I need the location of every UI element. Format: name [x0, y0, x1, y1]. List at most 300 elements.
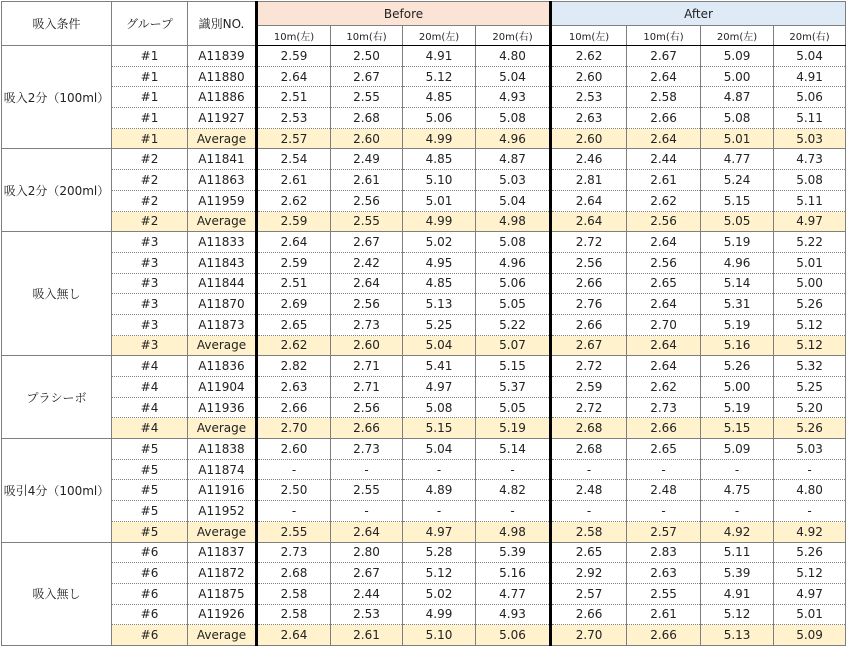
table-row: [2, 149, 846, 170]
value-cell-after-10m-right: 2.73: [627, 397, 701, 418]
value-cell-after-20m-left: 5.13: [701, 625, 774, 646]
value-cell-after-20m-right: 4.97: [774, 211, 846, 232]
value-cell-before-20m-right: 5.08: [476, 108, 551, 129]
table-row: [2, 46, 846, 67]
value-cell-after-20m-right: 5.09: [774, 625, 846, 646]
id-cell: A11880: [188, 66, 257, 87]
subheader-after-20m-right: 20m(右): [774, 26, 846, 46]
value-cell-before-10m-left: 2.54: [257, 149, 331, 170]
value-cell-after-20m-right: 5.26: [774, 542, 846, 563]
group-cell: #5: [112, 439, 188, 460]
value-cell-before-20m-right: 5.03: [476, 170, 551, 191]
value-cell-after-10m-right: -: [627, 459, 701, 480]
group-cell: #1: [112, 46, 188, 67]
value-cell-before-20m-right: 4.96: [476, 128, 551, 149]
group-cell: #5: [112, 480, 188, 501]
group-cell: #1: [112, 128, 188, 149]
value-cell-before-10m-right: 2.67: [331, 66, 403, 87]
value-cell-after-10m-left: 2.59: [551, 377, 627, 398]
value-cell-after-10m-right: 2.66: [627, 625, 701, 646]
value-cell-after-10m-left: 2.63: [551, 108, 627, 129]
table-row: [2, 604, 846, 625]
value-cell-after-10m-right: 2.62: [627, 377, 701, 398]
value-cell-after-20m-right: 5.22: [774, 232, 846, 253]
value-cell-after-20m-right: 5.03: [774, 439, 846, 460]
value-cell-before-20m-right: 5.04: [476, 66, 551, 87]
header-after: After: [551, 2, 846, 26]
value-cell-after-20m-right: 5.03: [774, 128, 846, 149]
table-row: [2, 439, 846, 460]
value-cell-before-20m-right: 4.98: [476, 521, 551, 542]
value-cell-after-10m-left: 2.64: [551, 190, 627, 211]
table-row: [2, 170, 846, 191]
value-cell-after-10m-left: 2.66: [551, 273, 627, 294]
value-cell-before-10m-left: 2.62: [257, 190, 331, 211]
value-cell-after-20m-left: 5.08: [701, 108, 774, 129]
id-cell: A11841: [188, 149, 257, 170]
group-cell: #2: [112, 170, 188, 191]
value-cell-before-20m-right: 5.05: [476, 294, 551, 315]
value-cell-after-20m-right: 5.01: [774, 604, 846, 625]
value-cell-after-10m-left: 2.72: [551, 232, 627, 253]
value-cell-after-20m-left: 5.00: [701, 66, 774, 87]
value-cell-after-10m-right: 2.64: [627, 356, 701, 377]
group-cell: #2: [112, 211, 188, 232]
value-cell-before-20m-left: 5.02: [403, 232, 476, 253]
value-cell-before-10m-right: 2.42: [331, 252, 403, 273]
value-cell-after-20m-left: 5.39: [701, 563, 774, 584]
value-cell-after-10m-left: 2.72: [551, 397, 627, 418]
value-cell-after-10m-left: 2.81: [551, 170, 627, 191]
value-cell-after-10m-right: 2.48: [627, 480, 701, 501]
value-cell-before-20m-right: 4.80: [476, 46, 551, 67]
group-cell: #2: [112, 149, 188, 170]
value-cell-after-10m-left: 2.65: [551, 542, 627, 563]
value-cell-before-10m-left: 2.58: [257, 604, 331, 625]
value-cell-before-20m-left: -: [403, 459, 476, 480]
subheader-after-10m-left: 10m(左): [551, 26, 627, 46]
value-cell-before-20m-left: 5.01: [403, 190, 476, 211]
group-cell: #5: [112, 521, 188, 542]
value-cell-after-20m-left: 5.19: [701, 232, 774, 253]
id-cell: A11874: [188, 459, 257, 480]
value-cell-after-20m-left: 5.05: [701, 211, 774, 232]
value-cell-before-10m-left: 2.60: [257, 439, 331, 460]
value-cell-after-10m-right: 2.83: [627, 542, 701, 563]
value-cell-after-10m-right: 2.64: [627, 335, 701, 356]
value-cell-before-10m-left: 2.59: [257, 211, 331, 232]
value-cell-before-10m-right: 2.67: [331, 232, 403, 253]
id-cell: A11872: [188, 563, 257, 584]
value-cell-after-20m-left: 5.12: [701, 604, 774, 625]
table-row: [2, 232, 846, 253]
id-cell: A11952: [188, 501, 257, 522]
value-cell-after-20m-left: 5.26: [701, 356, 774, 377]
value-cell-after-10m-left: 2.62: [551, 46, 627, 67]
value-cell-after-10m-right: 2.61: [627, 170, 701, 191]
id-cell: A11836: [188, 356, 257, 377]
value-cell-before-10m-right: 2.64: [331, 521, 403, 542]
value-cell-before-20m-right: -: [476, 501, 551, 522]
table-row: [2, 108, 846, 129]
value-cell-before-10m-left: 2.64: [257, 232, 331, 253]
value-cell-before-20m-right: -: [476, 459, 551, 480]
table-row: [2, 397, 846, 418]
value-cell-before-10m-right: 2.67: [331, 563, 403, 584]
id-cell: Average: [188, 418, 257, 439]
subheader-before-10m-left: 10m(左): [257, 26, 331, 46]
group-cell: #1: [112, 108, 188, 129]
value-cell-before-20m-left: 4.91: [403, 46, 476, 67]
value-cell-before-20m-left: 4.85: [403, 87, 476, 108]
value-cell-before-10m-right: 2.55: [331, 480, 403, 501]
value-cell-before-10m-right: 2.53: [331, 604, 403, 625]
value-cell-before-20m-left: 5.10: [403, 625, 476, 646]
condition-cell: プラシーボ: [2, 356, 112, 439]
value-cell-after-10m-left: 2.70: [551, 625, 627, 646]
value-cell-before-20m-right: 5.04: [476, 190, 551, 211]
value-cell-before-20m-left: 4.99: [403, 128, 476, 149]
condition-cell: 吸引4分（100ml）: [2, 439, 112, 542]
value-cell-after-20m-left: 4.77: [701, 149, 774, 170]
value-cell-after-20m-left: 5.16: [701, 335, 774, 356]
value-cell-after-10m-right: 2.65: [627, 439, 701, 460]
value-cell-before-20m-left: 5.04: [403, 335, 476, 356]
value-cell-before-10m-right: 2.80: [331, 542, 403, 563]
value-cell-before-10m-right: 2.55: [331, 87, 403, 108]
value-cell-after-20m-left: 5.19: [701, 397, 774, 418]
value-cell-before-10m-left: 2.64: [257, 66, 331, 87]
value-cell-before-10m-left: 2.82: [257, 356, 331, 377]
value-cell-after-10m-left: 2.60: [551, 128, 627, 149]
value-cell-after-20m-left: 5.09: [701, 439, 774, 460]
value-cell-after-10m-right: 2.55: [627, 583, 701, 604]
value-cell-after-10m-right: 2.64: [627, 66, 701, 87]
header-group: グループ: [112, 2, 188, 46]
condition-cell: 吸入2分（200ml）: [2, 149, 112, 232]
value-cell-before-10m-left: 2.58: [257, 583, 331, 604]
value-cell-after-20m-left: 5.09: [701, 46, 774, 67]
value-cell-after-20m-left: 4.87: [701, 87, 774, 108]
id-cell: A11870: [188, 294, 257, 315]
id-cell: A11843: [188, 252, 257, 273]
value-cell-before-20m-left: 4.99: [403, 211, 476, 232]
value-cell-before-10m-left: 2.51: [257, 87, 331, 108]
group-cell: #1: [112, 66, 188, 87]
average-row: [2, 418, 846, 439]
value-cell-before-10m-right: 2.49: [331, 149, 403, 170]
value-cell-after-10m-right: 2.70: [627, 314, 701, 335]
value-cell-before-10m-left: 2.53: [257, 108, 331, 129]
value-cell-before-20m-right: 5.14: [476, 439, 551, 460]
value-cell-before-10m-left: 2.59: [257, 46, 331, 67]
value-cell-after-20m-right: 5.12: [774, 335, 846, 356]
value-cell-after-20m-left: 4.91: [701, 583, 774, 604]
value-cell-after-10m-right: 2.57: [627, 521, 701, 542]
value-cell-after-10m-left: 2.60: [551, 66, 627, 87]
value-cell-before-20m-right: 4.93: [476, 87, 551, 108]
value-cell-before-10m-right: 2.73: [331, 314, 403, 335]
value-cell-before-20m-left: 4.99: [403, 604, 476, 625]
group-cell: #6: [112, 583, 188, 604]
value-cell-after-20m-right: -: [774, 459, 846, 480]
subheader-after-20m-left: 20m(左): [701, 26, 774, 46]
value-cell-after-20m-right: 5.00: [774, 273, 846, 294]
value-cell-after-20m-right: 5.11: [774, 108, 846, 129]
average-row: [2, 625, 846, 646]
group-cell: #3: [112, 232, 188, 253]
table-row: [2, 294, 846, 315]
value-cell-before-20m-right: 4.82: [476, 480, 551, 501]
group-cell: #3: [112, 273, 188, 294]
id-cell: A11916: [188, 480, 257, 501]
value-cell-after-20m-right: 5.01: [774, 252, 846, 273]
value-cell-before-20m-left: 5.02: [403, 583, 476, 604]
value-cell-before-10m-right: -: [331, 501, 403, 522]
value-cell-before-10m-right: 2.60: [331, 335, 403, 356]
id-cell: A11959: [188, 190, 257, 211]
id-cell: Average: [188, 128, 257, 149]
value-cell-after-20m-right: 5.20: [774, 397, 846, 418]
value-cell-after-20m-right: 4.73: [774, 149, 846, 170]
id-cell: A11863: [188, 170, 257, 191]
id-cell: Average: [188, 211, 257, 232]
value-cell-after-20m-left: 4.96: [701, 252, 774, 273]
table-row: [2, 501, 846, 522]
value-cell-after-10m-right: 2.56: [627, 252, 701, 273]
value-cell-after-20m-left: 5.00: [701, 377, 774, 398]
table-row: [2, 273, 846, 294]
value-cell-after-20m-right: 4.97: [774, 583, 846, 604]
value-cell-after-10m-left: 2.68: [551, 439, 627, 460]
value-cell-before-20m-right: 5.37: [476, 377, 551, 398]
value-cell-before-10m-left: 2.50: [257, 480, 331, 501]
value-cell-before-10m-left: 2.65: [257, 314, 331, 335]
value-cell-after-10m-right: 2.63: [627, 563, 701, 584]
value-cell-before-20m-left: 5.04: [403, 439, 476, 460]
value-cell-after-20m-right: 4.80: [774, 480, 846, 501]
value-cell-after-20m-left: 5.19: [701, 314, 774, 335]
value-cell-after-20m-left: 5.24: [701, 170, 774, 191]
group-cell: #6: [112, 604, 188, 625]
value-cell-after-20m-left: -: [701, 501, 774, 522]
value-cell-before-20m-right: 5.06: [476, 625, 551, 646]
value-cell-before-10m-left: 2.57: [257, 128, 331, 149]
value-cell-before-20m-right: 4.96: [476, 252, 551, 273]
value-cell-before-10m-left: 2.70: [257, 418, 331, 439]
group-cell: #1: [112, 87, 188, 108]
value-cell-before-20m-right: 5.16: [476, 563, 551, 584]
value-cell-after-10m-right: 2.56: [627, 211, 701, 232]
average-row: [2, 128, 846, 149]
value-cell-before-20m-left: 5.12: [403, 66, 476, 87]
value-cell-before-20m-right: 4.87: [476, 149, 551, 170]
value-cell-after-10m-left: 2.46: [551, 149, 627, 170]
value-cell-before-20m-left: 5.13: [403, 294, 476, 315]
header-id: 識別NO.: [188, 2, 257, 46]
group-cell: #4: [112, 377, 188, 398]
value-cell-before-20m-left: 5.10: [403, 170, 476, 191]
value-cell-after-20m-right: 5.06: [774, 87, 846, 108]
value-cell-before-20m-right: 5.19: [476, 418, 551, 439]
value-cell-before-10m-right: 2.71: [331, 356, 403, 377]
average-row: [2, 335, 846, 356]
id-cell: A11839: [188, 46, 257, 67]
value-cell-before-20m-right: 5.15: [476, 356, 551, 377]
value-cell-after-20m-right: -: [774, 501, 846, 522]
id-cell: A11837: [188, 542, 257, 563]
table-row: [2, 356, 846, 377]
value-cell-before-20m-left: 5.12: [403, 563, 476, 584]
value-cell-before-10m-left: 2.61: [257, 170, 331, 191]
value-cell-before-10m-left: 2.59: [257, 252, 331, 273]
value-cell-before-10m-left: 2.68: [257, 563, 331, 584]
value-cell-before-10m-left: 2.55: [257, 521, 331, 542]
id-cell: A11844: [188, 273, 257, 294]
value-cell-before-20m-right: 5.22: [476, 314, 551, 335]
table-row: [2, 252, 846, 273]
group-cell: #6: [112, 563, 188, 584]
value-cell-before-10m-right: 2.60: [331, 128, 403, 149]
group-cell: #4: [112, 356, 188, 377]
value-cell-after-10m-right: 2.66: [627, 108, 701, 129]
value-cell-before-10m-right: 2.56: [331, 190, 403, 211]
table-row: [2, 87, 846, 108]
value-cell-after-10m-left: 2.64: [551, 211, 627, 232]
value-cell-after-20m-right: 4.91: [774, 66, 846, 87]
table-row: [2, 66, 846, 87]
group-cell: #3: [112, 335, 188, 356]
header-before: Before: [257, 2, 551, 26]
value-cell-after-10m-left: 2.56: [551, 252, 627, 273]
value-cell-after-10m-right: 2.64: [627, 128, 701, 149]
value-cell-after-10m-right: 2.64: [627, 294, 701, 315]
value-cell-after-10m-right: 2.64: [627, 232, 701, 253]
value-cell-after-10m-right: -: [627, 501, 701, 522]
value-cell-after-10m-left: 2.76: [551, 294, 627, 315]
value-cell-before-10m-right: 2.55: [331, 211, 403, 232]
table-row: [2, 190, 846, 211]
table-row: [2, 377, 846, 398]
value-cell-after-10m-left: -: [551, 501, 627, 522]
value-cell-after-10m-left: 2.68: [551, 418, 627, 439]
value-cell-before-20m-right: 4.98: [476, 211, 551, 232]
value-cell-after-10m-left: 2.66: [551, 314, 627, 335]
value-cell-before-20m-right: 5.06: [476, 273, 551, 294]
value-cell-before-20m-left: 5.28: [403, 542, 476, 563]
value-cell-after-20m-right: 5.04: [774, 46, 846, 67]
value-cell-after-10m-left: 2.58: [551, 521, 627, 542]
table-row: [2, 314, 846, 335]
value-cell-before-10m-right: 2.50: [331, 46, 403, 67]
value-cell-before-10m-right: 2.56: [331, 397, 403, 418]
value-cell-after-10m-left: 2.57: [551, 583, 627, 604]
value-cell-after-10m-left: 2.67: [551, 335, 627, 356]
value-cell-after-10m-left: 2.72: [551, 356, 627, 377]
value-cell-before-10m-right: 2.44: [331, 583, 403, 604]
id-cell: A11927: [188, 108, 257, 129]
value-cell-after-10m-right: 2.58: [627, 87, 701, 108]
value-cell-before-10m-left: 2.63: [257, 377, 331, 398]
group-cell: #3: [112, 294, 188, 315]
value-cell-after-20m-right: 5.26: [774, 418, 846, 439]
value-cell-after-20m-left: 5.11: [701, 542, 774, 563]
value-cell-after-10m-right: 2.66: [627, 418, 701, 439]
value-cell-before-20m-left: 5.08: [403, 397, 476, 418]
group-cell: #5: [112, 459, 188, 480]
value-cell-before-20m-left: 5.41: [403, 356, 476, 377]
value-cell-after-20m-right: 5.26: [774, 294, 846, 315]
group-cell: #4: [112, 418, 188, 439]
value-cell-before-10m-right: 2.61: [331, 170, 403, 191]
value-cell-after-10m-left: 2.48: [551, 480, 627, 501]
subheader-before-10m-right: 10m(右): [331, 26, 403, 46]
value-cell-after-20m-right: 5.32: [774, 356, 846, 377]
group-cell: #3: [112, 252, 188, 273]
value-cell-after-10m-right: 2.65: [627, 273, 701, 294]
value-cell-before-10m-right: 2.64: [331, 273, 403, 294]
value-cell-before-20m-left: 5.06: [403, 108, 476, 129]
table-body: [2, 46, 846, 646]
value-cell-before-20m-left: -: [403, 501, 476, 522]
value-cell-before-20m-left: 4.97: [403, 377, 476, 398]
id-cell: A11833: [188, 232, 257, 253]
value-cell-after-10m-left: 2.92: [551, 563, 627, 584]
value-cell-after-20m-right: 5.08: [774, 170, 846, 191]
table-row: [2, 542, 846, 563]
value-cell-before-10m-left: 2.73: [257, 542, 331, 563]
id-cell: Average: [188, 625, 257, 646]
value-cell-before-10m-left: 2.69: [257, 294, 331, 315]
value-cell-after-20m-right: 5.25: [774, 377, 846, 398]
value-cell-before-20m-right: 5.07: [476, 335, 551, 356]
value-cell-after-20m-left: -: [701, 459, 774, 480]
condition-cell: 吸入無し: [2, 542, 112, 645]
value-cell-before-10m-left: -: [257, 501, 331, 522]
value-cell-after-10m-right: 2.44: [627, 149, 701, 170]
id-cell: A11838: [188, 439, 257, 460]
value-cell-before-10m-right: 2.66: [331, 418, 403, 439]
value-cell-before-10m-left: 2.64: [257, 625, 331, 646]
value-cell-before-20m-right: 5.05: [476, 397, 551, 418]
value-cell-before-10m-right: 2.71: [331, 377, 403, 398]
value-cell-after-20m-left: 5.14: [701, 273, 774, 294]
value-cell-before-10m-right: -: [331, 459, 403, 480]
value-cell-before-20m-right: 5.08: [476, 232, 551, 253]
table-row: [2, 480, 846, 501]
id-cell: Average: [188, 335, 257, 356]
subheader-before-20m-right: 20m(右): [476, 26, 551, 46]
table-row: [2, 459, 846, 480]
value-cell-after-10m-right: 2.61: [627, 604, 701, 625]
average-row: [2, 521, 846, 542]
results-table: [1, 1, 846, 646]
value-cell-after-20m-left: 5.15: [701, 418, 774, 439]
id-cell: A11936: [188, 397, 257, 418]
group-cell: #4: [112, 397, 188, 418]
group-cell: #2: [112, 190, 188, 211]
group-cell: #5: [112, 501, 188, 522]
table-row: [2, 583, 846, 604]
table-header: [2, 2, 846, 46]
value-cell-after-20m-left: 5.31: [701, 294, 774, 315]
value-cell-before-20m-left: 4.97: [403, 521, 476, 542]
value-cell-after-10m-right: 2.62: [627, 190, 701, 211]
value-cell-after-10m-right: 2.67: [627, 46, 701, 67]
value-cell-before-10m-left: 2.66: [257, 397, 331, 418]
value-cell-after-20m-right: 5.12: [774, 314, 846, 335]
condition-cell: 吸入2分（100ml）: [2, 46, 112, 149]
